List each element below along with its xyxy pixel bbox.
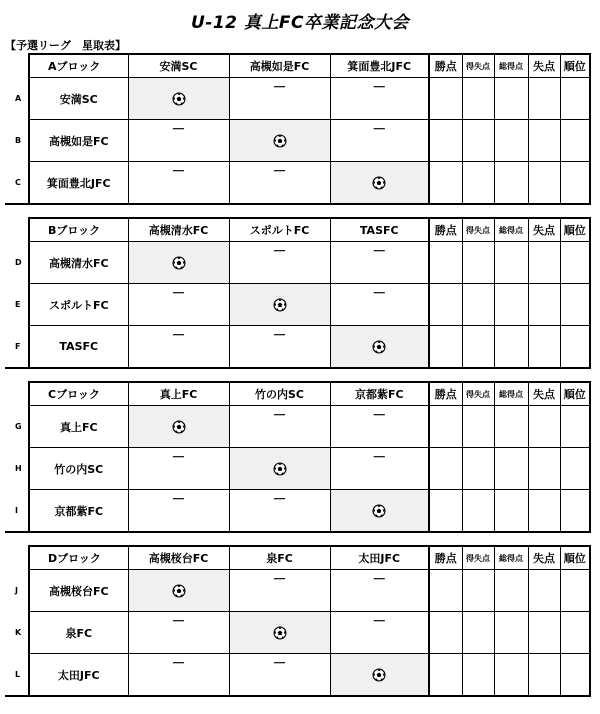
rank-cell[interactable] — [560, 284, 590, 326]
header-rank: 順位 — [560, 382, 590, 406]
match-cell[interactable]: － — [330, 406, 429, 448]
win-points-cell[interactable] — [429, 570, 462, 612]
soccer-ball-icon — [372, 176, 386, 190]
header-total-goals: 総得点 — [494, 54, 528, 78]
row-team-name: 高槻如是FC — [29, 120, 128, 162]
match-cell[interactable]: － — [128, 448, 229, 490]
rank-cell[interactable] — [560, 242, 590, 284]
header-win-points: 勝点 — [429, 218, 462, 242]
self-match-cell — [330, 490, 429, 533]
page-title: U-12 真上FC卒業記念大会 — [190, 13, 410, 33]
goals-for-cell[interactable] — [462, 326, 494, 369]
goals-for-cell[interactable] — [462, 570, 494, 612]
soccer-ball-icon — [273, 298, 287, 312]
rank-cell[interactable] — [560, 570, 590, 612]
match-cell[interactable]: － — [229, 570, 330, 612]
rank-cell[interactable] — [560, 120, 590, 162]
column-team: 高槻桜台FC — [128, 546, 229, 570]
header-rank: 順位 — [560, 218, 590, 242]
column-team: 真上FC — [128, 382, 229, 406]
total-goals-cell[interactable] — [494, 570, 528, 612]
row-team-name: 箕面豊北JFC — [29, 162, 128, 205]
win-points-cell[interactable] — [429, 490, 462, 533]
rank-cell[interactable] — [560, 406, 590, 448]
row-team-name: 太田JFC — [29, 654, 128, 697]
column-team: TASFC — [330, 218, 429, 242]
row-id: F — [5, 326, 29, 369]
column-team: 安満SC — [128, 54, 229, 78]
row-id: K — [5, 612, 29, 654]
block-d — [5, 545, 590, 697]
match-cell[interactable]: － — [128, 326, 229, 369]
header-goals-for: 得失点 — [462, 546, 494, 570]
self-match-cell — [330, 326, 429, 369]
row-id: D — [5, 242, 29, 284]
block-name: Bブロック — [29, 218, 128, 242]
self-match-cell — [330, 654, 429, 697]
goals-against-cell[interactable] — [528, 284, 560, 326]
column-team: 太田JFC — [330, 546, 429, 570]
win-points-cell[interactable] — [429, 654, 462, 697]
self-match-cell — [229, 284, 330, 326]
rank-cell[interactable] — [560, 326, 590, 369]
total-goals-cell[interactable] — [494, 612, 528, 654]
row-team-name: 安満SC — [29, 78, 128, 120]
header-goals-against: 失点 — [528, 546, 560, 570]
header-goals-against: 失点 — [528, 218, 560, 242]
self-match-cell — [128, 570, 229, 612]
row-id: H — [5, 448, 29, 490]
total-goals-cell[interactable] — [494, 406, 528, 448]
corner-cell — [5, 382, 29, 406]
column-team: スポルトFC — [229, 218, 330, 242]
goals-against-cell[interactable] — [528, 120, 560, 162]
match-cell[interactable]: － — [330, 120, 429, 162]
row-team-name: 竹の内SC — [29, 448, 128, 490]
self-match-cell — [229, 612, 330, 654]
column-team: 高槻清水FC — [128, 218, 229, 242]
win-points-cell[interactable] — [429, 120, 462, 162]
rank-cell[interactable] — [560, 78, 590, 120]
column-team: 泉FC — [229, 546, 330, 570]
match-cell[interactable]: － — [128, 284, 229, 326]
block-b — [5, 217, 590, 369]
match-cell[interactable]: － — [229, 406, 330, 448]
goals-for-cell[interactable] — [462, 448, 494, 490]
corner-cell — [5, 546, 29, 570]
match-cell[interactable]: － — [229, 242, 330, 284]
match-cell[interactable]: － — [128, 162, 229, 205]
corner-cell — [5, 54, 29, 78]
rank-cell[interactable] — [560, 162, 590, 205]
goals-against-cell[interactable] — [528, 612, 560, 654]
section-subtitle: 【予選リーグ 星取表】 — [5, 39, 126, 52]
win-points-cell[interactable] — [429, 162, 462, 205]
match-cell[interactable]: － — [229, 78, 330, 120]
match-cell[interactable]: － — [330, 78, 429, 120]
header-total-goals: 総得点 — [494, 382, 528, 406]
soccer-ball-icon — [372, 668, 386, 682]
match-cell[interactable]: － — [128, 654, 229, 697]
header-goals-for: 得失点 — [462, 54, 494, 78]
goals-for-cell[interactable] — [462, 284, 494, 326]
match-cell[interactable]: － — [330, 570, 429, 612]
match-cell[interactable]: － — [330, 448, 429, 490]
goals-for-cell[interactable] — [462, 162, 494, 205]
self-match-cell — [128, 78, 229, 120]
goals-against-cell[interactable] — [528, 654, 560, 697]
self-match-cell — [229, 120, 330, 162]
soccer-ball-icon — [372, 504, 386, 518]
soccer-ball-icon — [273, 134, 287, 148]
block-a — [5, 53, 590, 205]
win-points-cell[interactable] — [429, 406, 462, 448]
row-id: C — [5, 162, 29, 205]
rank-cell[interactable] — [560, 612, 590, 654]
match-cell[interactable]: － — [330, 242, 429, 284]
soccer-ball-icon — [372, 340, 386, 354]
goals-for-cell[interactable] — [462, 406, 494, 448]
goals-for-cell[interactable] — [462, 654, 494, 697]
goals-against-cell[interactable] — [528, 326, 560, 369]
row-id: A — [5, 78, 29, 120]
header-total-goals: 総得点 — [494, 218, 528, 242]
header-win-points: 勝点 — [429, 54, 462, 78]
goals-for-cell[interactable] — [462, 78, 494, 120]
goals-for-cell[interactable] — [462, 490, 494, 533]
row-team-name: 高槻桜台FC — [29, 570, 128, 612]
column-team: 竹の内SC — [229, 382, 330, 406]
match-cell[interactable]: － — [330, 612, 429, 654]
total-goals-cell[interactable] — [494, 242, 528, 284]
header-win-points: 勝点 — [429, 546, 462, 570]
self-match-cell — [128, 406, 229, 448]
header-goals-for: 得失点 — [462, 382, 494, 406]
win-points-cell[interactable] — [429, 78, 462, 120]
goals-against-cell[interactable] — [528, 570, 560, 612]
goals-against-cell[interactable] — [528, 242, 560, 284]
total-goals-cell[interactable] — [494, 162, 528, 205]
column-team: 京都紫FC — [330, 382, 429, 406]
soccer-ball-icon — [172, 256, 186, 270]
goals-against-cell[interactable] — [528, 78, 560, 120]
block-name: Cブロック — [29, 382, 128, 406]
row-id: B — [5, 120, 29, 162]
goals-against-cell[interactable] — [528, 162, 560, 205]
row-id: I — [5, 490, 29, 533]
match-cell[interactable]: － — [229, 326, 330, 369]
match-cell[interactable]: － — [128, 612, 229, 654]
total-goals-cell[interactable] — [494, 490, 528, 533]
rank-cell[interactable] — [560, 490, 590, 533]
goals-against-cell[interactable] — [528, 448, 560, 490]
row-id: J — [5, 570, 29, 612]
row-team-name: TASFC — [29, 326, 128, 369]
win-points-cell[interactable] — [429, 326, 462, 369]
corner-cell — [5, 218, 29, 242]
self-match-cell — [229, 448, 330, 490]
goals-against-cell[interactable] — [528, 490, 560, 533]
column-team: 高槻如是FC — [229, 54, 330, 78]
soccer-ball-icon — [172, 584, 186, 598]
soccer-ball-icon — [172, 92, 186, 106]
header-goals-against: 失点 — [528, 54, 560, 78]
soccer-ball-icon — [172, 420, 186, 434]
goals-against-cell[interactable] — [528, 406, 560, 448]
win-points-cell[interactable] — [429, 612, 462, 654]
row-id: L — [5, 654, 29, 697]
block-c — [5, 381, 590, 533]
self-match-cell — [128, 242, 229, 284]
column-team: 箕面豊北JFC — [330, 54, 429, 78]
header-rank: 順位 — [560, 546, 590, 570]
total-goals-cell[interactable] — [494, 654, 528, 697]
match-cell[interactable]: － — [330, 284, 429, 326]
row-id: G — [5, 406, 29, 448]
total-goals-cell[interactable] — [494, 448, 528, 490]
match-cell[interactable]: － — [229, 654, 330, 697]
header-total-goals: 総得点 — [494, 546, 528, 570]
header-win-points: 勝点 — [429, 382, 462, 406]
rank-cell[interactable] — [560, 448, 590, 490]
self-match-cell — [330, 162, 429, 205]
row-id: E — [5, 284, 29, 326]
match-cell[interactable]: － — [229, 490, 330, 533]
total-goals-cell[interactable] — [494, 284, 528, 326]
header-rank: 順位 — [560, 54, 590, 78]
goals-for-cell[interactable] — [462, 120, 494, 162]
goals-for-cell[interactable] — [462, 612, 494, 654]
row-team-name: スポルトFC — [29, 284, 128, 326]
match-cell[interactable]: － — [128, 120, 229, 162]
header-goals-for: 得失点 — [462, 218, 494, 242]
win-points-cell[interactable] — [429, 448, 462, 490]
total-goals-cell[interactable] — [494, 120, 528, 162]
soccer-ball-icon — [273, 462, 287, 476]
match-cell[interactable]: － — [229, 162, 330, 205]
win-points-cell[interactable] — [429, 284, 462, 326]
row-team-name: 真上FC — [29, 406, 128, 448]
match-cell[interactable]: － — [128, 490, 229, 533]
block-name: Dブロック — [29, 546, 128, 570]
total-goals-cell[interactable] — [494, 326, 528, 369]
row-team-name: 京都紫FC — [29, 490, 128, 533]
rank-cell[interactable] — [560, 654, 590, 697]
row-team-name: 高槻清水FC — [29, 242, 128, 284]
total-goals-cell[interactable] — [494, 78, 528, 120]
row-team-name: 泉FC — [29, 612, 128, 654]
soccer-ball-icon — [273, 626, 287, 640]
header-goals-against: 失点 — [528, 382, 560, 406]
goals-for-cell[interactable] — [462, 242, 494, 284]
block-name: Aブロック — [29, 54, 128, 78]
win-points-cell[interactable] — [429, 242, 462, 284]
